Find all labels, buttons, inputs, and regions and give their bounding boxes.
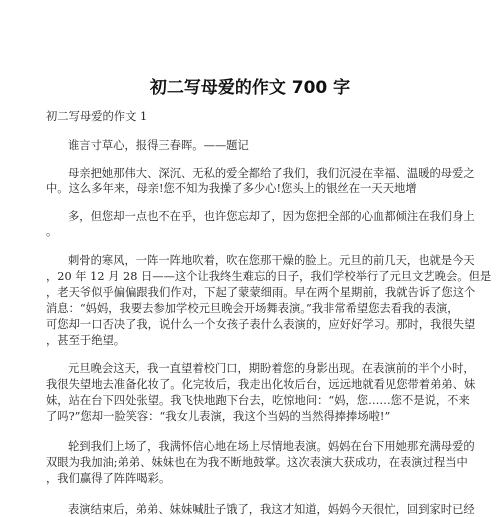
paragraph-line: 轮到我们上场了，我满怀信心地在场上尽情地表演。妈妈在台下用她那充满母爱的: [68, 440, 475, 453]
paragraph-line: 多，但您却一点也不在乎，也许您忘却了，因为您把全部的心血都倾注在我们身上: [68, 210, 475, 223]
paragraph-line: 刺骨的寒风，一阵一阵地吹着，吹在您那干燥的脸上。元旦的前几天，也就是今天: [68, 254, 475, 267]
document-title: 初二写母爱的作文 700 字: [149, 78, 351, 98]
epigraph: 谁言寸草心，报得三春晖。——题记: [68, 139, 249, 152]
paragraph-line: 。: [46, 225, 58, 238]
paragraph-line: ，我们赢得了阵阵喝彩。: [46, 472, 171, 485]
paragraph-line: 表演结束后，弟弟、妹妹喊肚子饿了，我这才知道，妈妈今天很忙，回到家时已经: [68, 503, 475, 516]
paragraph-line: ，老天爷似乎偏偏跟我们作对，下起了蒙蒙细雨。早在两个星期前，我就告诉了您这个: [46, 286, 476, 299]
paragraph-line: ，20 年 12 月 28 日——这个让我终生难忘的日子，我们学校举行了元旦文艺晚会。但是: [46, 270, 492, 283]
paragraph-line: 妹，站在台下四处张望。我飞快地跑下台去，吃惊地问：“妈，您……您不是说，不来: [46, 394, 470, 407]
paragraph-line: 双眼为我加油;弟弟、妹妹也在为我不断地鼓掌。这次表演大获成功，在表演过程当中: [46, 456, 468, 469]
paragraph-line: 母亲把她那伟大、深沉、无私的爱全都给了我们，我们沉浸在幸福、温暖的母爱之: [68, 167, 475, 180]
paragraph-line: 了吗?”您却一脸笑容：“我女儿表演，我这个当妈的当然得捧捧场啦!”: [46, 410, 391, 423]
paragraph-line: 中。这么多年来，母亲!您不知为我操了多少心!您头上的银丝在一天天地增: [46, 182, 417, 195]
paragraph-line: 可您却一口否决了我，说什么一个女孩子表什么表演的，应好好学习。那时，我很失望: [46, 318, 476, 331]
paragraph-line: 我很失望地去准备化妆了。化完妆后，我走出化妆后台，远远地就看见您带着弟弟、妹: [46, 378, 476, 391]
paragraph-line: 元旦晚会这天，我一直望着校门口，期盼着您的身影出现。在表演前的半个小时，: [68, 362, 475, 375]
subtitle: 初二写母爱的作文 1: [46, 110, 148, 123]
paragraph-line: ，甚至于绝望。: [46, 334, 126, 347]
paragraph-line: 消息：“妈妈，我要去参加学校元旦晚会开场舞表演。”我非常希望您去看我的表演，: [46, 302, 459, 315]
